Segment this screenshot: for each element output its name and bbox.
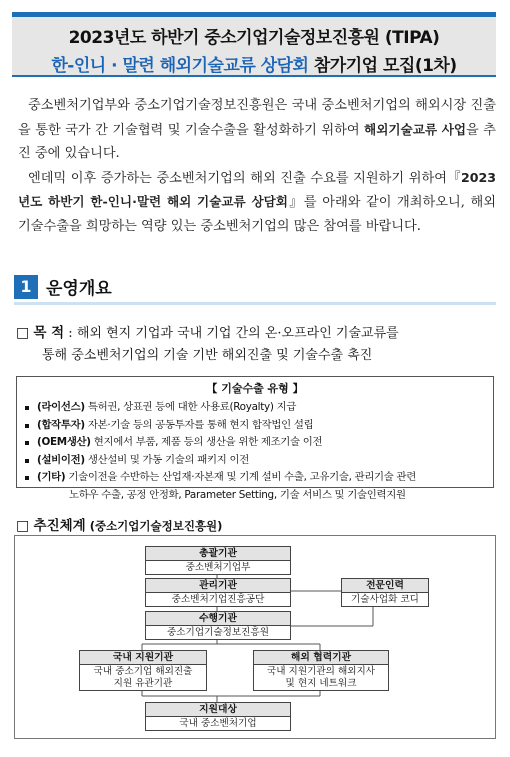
structure-paren: (중소기업기술정보진흥원)	[85, 519, 223, 533]
bullet-square-icon	[25, 406, 29, 410]
node-expert	[341, 578, 429, 607]
purpose-text-1: : 해외 현지 기업과 국내 기업 간의 온·오프라인 기술교류를	[64, 326, 399, 341]
types-list-item	[25, 452, 493, 470]
node-name: 중소벤처기업부	[185, 562, 251, 573]
types-list-item	[25, 417, 493, 435]
structure-heading: 추진체계	[33, 518, 86, 534]
node-name-line2: 및 현지 네트워크	[285, 678, 357, 689]
document-title-box	[12, 12, 496, 77]
type-text: 자본·기술 등의 공동투자를 통해 현지 합작법인 설립	[84, 418, 314, 431]
type-label: (라이선스)	[37, 401, 85, 413]
node-title: 수행기관	[146, 612, 290, 626]
node-support-target	[145, 702, 291, 731]
node-name: 중소벤처기업진흥공단	[171, 594, 265, 605]
intro-p2-bold: 2023년도 하반기 한-인니·말련 해외 기술교류 상담회	[18, 169, 496, 209]
section-divider	[14, 302, 496, 305]
purpose-line-2: 통해 중소벤처기업의 기술 기반 해외진출 및 기술수출 촉진	[42, 348, 373, 363]
type-label: (기타)	[37, 471, 66, 483]
node-name: 중소기업기술정보진흥원	[167, 627, 269, 638]
node-general-agency	[145, 546, 291, 575]
title-line-2	[12, 51, 496, 76]
types-list-item	[25, 399, 493, 417]
type-text: 생산설비 및 가동 기술의 패키지 이전	[84, 453, 249, 466]
title-highlight: 한-인니 · 말련 해외기술교류 상담회	[51, 56, 309, 76]
types-list-item	[25, 434, 493, 452]
type-text: 기술이전을 수반하는 산업재·자본재 및 기계 설비 수출, 고유기술, 관리기술 관련	[65, 471, 417, 483]
type-text: 현지에서 부품, 제품 등의 생산을 위한 제조기술 이전	[90, 436, 323, 448]
node-name-line1: 국내 지원기관의 해외지사	[266, 666, 376, 677]
node-name: 국내 중소벤처기업	[179, 718, 257, 729]
node-name-line2: 지원 유관기관	[113, 678, 173, 689]
node-title: 전문인력	[342, 579, 428, 593]
intro-p1-text: 중소벤처기업부와 중소기업기술정보진흥원은 국내 중소벤처기업의 해외시장 진출을 통한 국가 간 기술협력 및 기술수출을 활성화하기 위하여	[18, 98, 496, 138]
node-title: 지원대상	[146, 703, 290, 717]
section-number: 1	[14, 275, 38, 299]
node-title: 해외 협력기관	[254, 651, 388, 665]
intro-p1-bold: 해외기술교류 사업	[364, 121, 467, 137]
org-chart	[14, 535, 496, 739]
types-heading: 【 기술수출 유형 】	[206, 382, 304, 395]
node-overseas-partner	[253, 650, 389, 691]
node-executing-agency	[145, 611, 291, 640]
bullet-square-icon	[25, 424, 29, 428]
title-line-1: 2023년도 하반기 중소기업기술정보진흥원 (TIPA)	[68, 28, 440, 48]
intro-p2-text: 엔데믹 이후 증가하는 중소벤처기업의 해외 진출 수요를 지원하기 위하여『	[28, 170, 461, 186]
node-title: 총괄기관	[146, 547, 290, 561]
intro-paragraph-2	[18, 166, 496, 239]
purpose-line-1	[16, 322, 500, 345]
bullet-square-icon	[25, 476, 29, 480]
title-rest: 참가기업 모집(1차)	[308, 56, 457, 76]
type-text: 특허권, 상표권 등에 대한 사용료(Royalty) 지급	[84, 401, 297, 413]
tech-export-types-box	[16, 376, 494, 501]
section-heading-structure	[16, 514, 222, 534]
node-title: 관리기관	[146, 579, 290, 593]
node-management-agency	[145, 578, 291, 607]
type-label: (설비이전)	[37, 453, 85, 466]
node-domestic-support	[79, 650, 207, 691]
intro-p1-tail: 을 추진 중에 있습니다.	[18, 122, 497, 161]
bullet-square-icon	[25, 459, 29, 463]
section-title: 운영개요	[46, 279, 112, 299]
intro-paragraph-1	[18, 94, 496, 166]
type-label: (합작투자)	[37, 418, 85, 431]
types-list-item	[25, 469, 493, 487]
node-name-line1: 국내 중소기업 해외진출	[93, 666, 193, 677]
purpose-block	[16, 322, 500, 367]
checkbox-square-icon: □	[16, 325, 30, 341]
types-continuation: 노하우 수출, 공정 안정화, Parameter Setting, 기술 서비스 및 기술인력지원	[69, 488, 406, 501]
node-name: 기술사업화 코디	[351, 594, 419, 605]
types-list	[17, 399, 493, 487]
bullet-square-icon	[25, 441, 29, 445]
node-title: 국내 지원기관	[80, 651, 206, 665]
section-heading-overview	[14, 274, 112, 298]
type-label: (OEM생산)	[37, 436, 91, 448]
intro-text	[18, 94, 496, 238]
intro-p2-tail: 』를 아래와 같이 개최하오니, 해외 기술수출을 희망하는 역량 있는 중소벤처기업의 많은 참여를 바랍니다.	[18, 195, 496, 234]
purpose-heading: 목 적	[33, 325, 65, 341]
checkbox-square-icon: □	[16, 518, 30, 534]
